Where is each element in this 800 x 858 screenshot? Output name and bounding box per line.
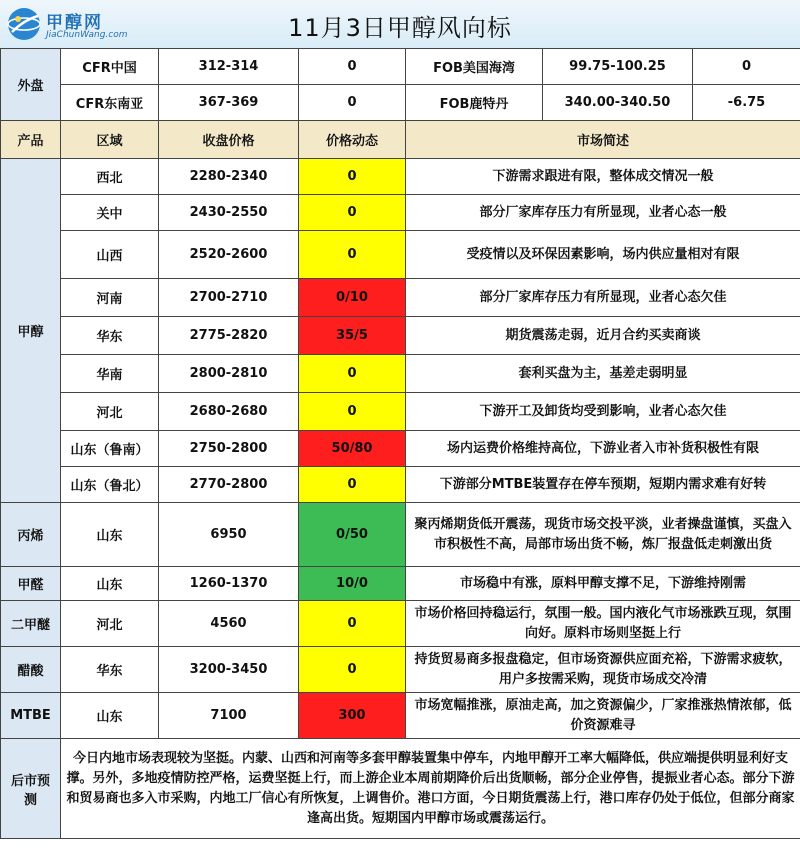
summary-cell: 受疫情以及环保因素影响，场内供应量相对有限 [406, 231, 800, 279]
product-label: 醋酸 [1, 647, 61, 693]
region-cell: 华南 [61, 355, 159, 393]
column-header-region: 区域 [61, 121, 159, 159]
external-price: 312-314 [159, 49, 299, 85]
summary-cell: 下游开工及卸货均受到影响，业者心态欠佳 [406, 393, 800, 431]
summary-cell: 部分厂家库存压力有所显现，业者心态一般 [406, 195, 800, 231]
column-header-row [1, 121, 800, 159]
page-title: 11月3日甲醇风向标 [288, 14, 512, 42]
external-price: 99.75-100.25 [543, 49, 693, 85]
forecast-label: 后市预测 [1, 739, 61, 839]
change-cell: 35/5 [299, 317, 406, 355]
region-cell: 西北 [61, 159, 159, 195]
summary-cell: 市场稳中有涨，原料甲醇支撑不足，下游维持刚需 [406, 567, 800, 601]
price-cell: 2280-2340 [159, 159, 299, 195]
downstream-row [1, 601, 800, 647]
external-name: FOB鹿特丹 [406, 85, 543, 121]
change-cell: 0 [299, 467, 406, 503]
methanol-row [1, 279, 800, 317]
external-row-1 [1, 49, 800, 85]
external-row-2 [1, 85, 800, 121]
region-cell: 华东 [61, 317, 159, 355]
region-cell: 河南 [61, 279, 159, 317]
product-label: MTBE [1, 693, 61, 739]
price-cell: 1260-1370 [159, 567, 299, 601]
price-cell: 2680-2680 [159, 393, 299, 431]
summary-cell: 聚丙烯期货低开震荡，现货市场交投平淡，业者操盘谨慎，买盘入市积极性不高，局部市场出货不畅，炼厂报盘低走刺激出货 [406, 503, 800, 567]
downstream-row [1, 503, 800, 567]
region-cell: 山东 [61, 503, 159, 567]
price-cell: 2750-2800 [159, 431, 299, 467]
summary-cell: 下游部分MTBE装置存在停车预期，短期内需求难有好转 [406, 467, 800, 503]
logo-text: 甲醇网 [46, 13, 103, 33]
summary-cell: 套利买盘为主，基差走弱明显 [406, 355, 800, 393]
summary-cell: 期货震荡走弱，近月合约买卖商谈 [406, 317, 800, 355]
summary-cell: 部分厂家库存压力有所显现，业者心态欠佳 [406, 279, 800, 317]
methanol-row [1, 355, 800, 393]
external-name: CFR中国 [61, 49, 159, 85]
summary-cell: 市场宽幅推涨，原油走高，加之资源偏少，厂家推涨热情浓郁，低价资源难寻 [406, 693, 800, 739]
region-cell: 关中 [61, 195, 159, 231]
column-header-change: 价格动态 [299, 121, 406, 159]
summary-cell: 场内运费价格维持高位，下游业者入市补货积极性有限 [406, 431, 800, 467]
price-cell: 3200-3450 [159, 647, 299, 693]
external-name: FOB美国海湾 [406, 49, 543, 85]
forecast-row [1, 739, 800, 839]
change-cell: 0 [299, 195, 406, 231]
price-cell: 4560 [159, 601, 299, 647]
summary-cell: 市场价格回持稳运行，氛围一般。国内液化气市场涨跌互现，氛围向好。原料市场则坚挺上行 [406, 601, 800, 647]
logo-url: JiaChunWang.com [46, 30, 128, 40]
change-cell: 50/80 [299, 431, 406, 467]
price-cell: 2800-2810 [159, 355, 299, 393]
region-cell: 山东 [61, 567, 159, 601]
region-cell: 山东（鲁北） [61, 467, 159, 503]
price-cell: 2430-2550 [159, 195, 299, 231]
price-cell: 2520-2600 [159, 231, 299, 279]
methanol-row [1, 159, 800, 195]
market-table [0, 48, 800, 839]
region-cell: 山东（鲁南） [61, 431, 159, 467]
product-label: 丙烯 [1, 503, 61, 567]
price-cell: 2700-2710 [159, 279, 299, 317]
change-cell: 0 [299, 601, 406, 647]
summary-cell: 下游需求跟进有限，整体成交情况一般 [406, 159, 800, 195]
methanol-row [1, 393, 800, 431]
external-change: -6.75 [693, 85, 800, 121]
downstream-row [1, 647, 800, 693]
external-change: 0 [299, 49, 406, 85]
column-header-product: 产品 [1, 121, 61, 159]
change-cell: 0/10 [299, 279, 406, 317]
change-cell: 0 [299, 393, 406, 431]
methanol-row [1, 467, 800, 503]
external-price: 340.00-340.50 [543, 85, 693, 121]
price-cell: 2775-2820 [159, 317, 299, 355]
column-header-price: 收盘价格 [159, 121, 299, 159]
price-cell: 6950 [159, 503, 299, 567]
external-label: 外盘 [1, 49, 61, 121]
region-cell: 山西 [61, 231, 159, 279]
region-cell: 河北 [61, 601, 159, 647]
change-cell: 0 [299, 159, 406, 195]
downstream-row [1, 567, 800, 601]
region-cell: 山东 [61, 693, 159, 739]
change-cell: 0 [299, 647, 406, 693]
region-cell: 河北 [61, 393, 159, 431]
product-label: 甲醛 [1, 567, 61, 601]
downstream-row [1, 693, 800, 739]
change-cell: 10/0 [299, 567, 406, 601]
price-cell: 2770-2800 [159, 467, 299, 503]
methanol-row [1, 317, 800, 355]
column-header-summary: 市场简述 [406, 121, 800, 159]
external-price: 367-369 [159, 85, 299, 121]
external-change: 0 [693, 49, 800, 85]
summary-cell: 持货贸易商多报盘稳定，但市场资源供应面充裕，下游需求疲软，用户多按需采购，现货市场成交冷清 [406, 647, 800, 693]
change-cell: 300 [299, 693, 406, 739]
change-cell: 0 [299, 355, 406, 393]
methanol-row [1, 195, 800, 231]
change-cell: 0/50 [299, 503, 406, 567]
region-cell: 华东 [61, 647, 159, 693]
product-label: 二甲醚 [1, 601, 61, 647]
methanol-row [1, 431, 800, 467]
forecast-text: 今日内地市场表现较为坚挺。内蒙、山西和河南等多套甲醇装置集中停车，内地甲醇开工率大幅降低，供应端提供明显利好支撑。另外，多地疫情防控严格，运费坚挺上行，而上游企业本周前期降价后出货顺畅，部分企业停售，提振业者心态。部分下游和贸易商也多入市采购，内地工厂信心有所恢复，上调售价。港口方面，今日期货震荡上行，港口库存仍处于低位，但部分商家逢高出货。短期国内甲醇市场或震荡运行。 [61, 739, 800, 839]
external-name: CFR东南亚 [61, 85, 159, 121]
methanol-label: 甲醇 [1, 159, 61, 503]
methanol-row [1, 231, 800, 279]
external-change: 0 [299, 85, 406, 121]
change-cell: 0 [299, 231, 406, 279]
title-bar [0, 0, 800, 49]
price-cell: 7100 [159, 693, 299, 739]
